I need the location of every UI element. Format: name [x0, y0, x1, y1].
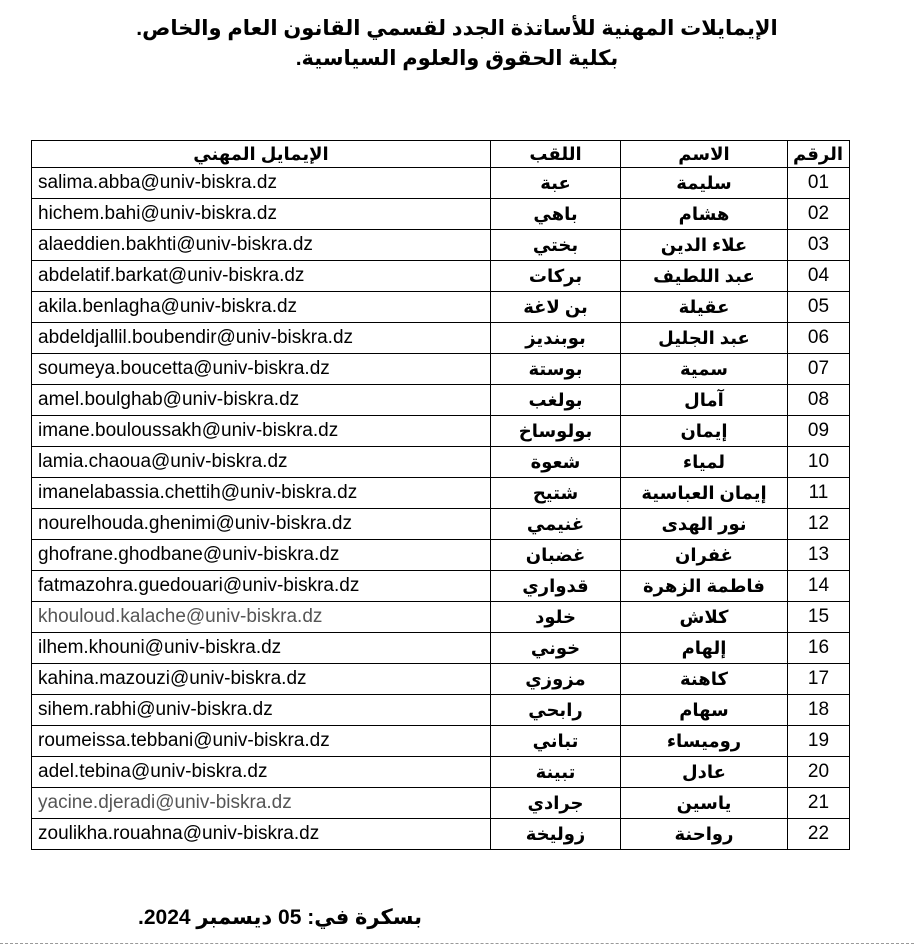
firstname-cell: لمياء	[621, 447, 788, 478]
table-row	[32, 416, 850, 447]
lastname-cell: عبة	[491, 168, 621, 199]
lastname-cell: شعوة	[491, 447, 621, 478]
number-cell: 13	[788, 540, 850, 571]
email-cell: amel.boulghab@univ-biskra.dz	[32, 385, 491, 416]
email-cell: soumeya.boucetta@univ-biskra.dz	[32, 354, 491, 385]
lastname-cell: مزوزي	[491, 664, 621, 695]
number-cell: 09	[788, 416, 850, 447]
lastname-cell: قدواري	[491, 571, 621, 602]
table-row	[32, 478, 850, 509]
table-row	[32, 354, 850, 385]
number-cell: 11	[788, 478, 850, 509]
table-row	[32, 509, 850, 540]
number-cell: 05	[788, 292, 850, 323]
number-cell: 04	[788, 261, 850, 292]
email-cell: khouloud.kalache@univ-biskra.dz	[32, 602, 491, 633]
email-cell: imane.bouloussakh@univ-biskra.dz	[32, 416, 491, 447]
table-row	[32, 323, 850, 354]
lastname-cell: بولوساخ	[491, 416, 621, 447]
firstname-cell: سمية	[621, 354, 788, 385]
table-row	[32, 819, 850, 850]
page-bottom-rule	[0, 943, 914, 945]
header-email: الإيمايل المهني	[32, 141, 491, 168]
staff-email-table	[31, 140, 850, 850]
number-cell: 03	[788, 230, 850, 261]
lastname-cell: خوني	[491, 633, 621, 664]
table-row	[32, 540, 850, 571]
table-row	[32, 695, 850, 726]
firstname-cell: إيمان العباسية	[621, 478, 788, 509]
table-row	[32, 230, 850, 261]
email-cell: ilhem.khouni@univ-biskra.dz	[32, 633, 491, 664]
email-cell: fatmazohra.guedouari@univ-biskra.dz	[32, 571, 491, 602]
email-cell: akila.benlagha@univ-biskra.dz	[32, 292, 491, 323]
table-row	[32, 726, 850, 757]
lastname-cell: رابحي	[491, 695, 621, 726]
document-title	[0, 14, 914, 74]
number-cell: 07	[788, 354, 850, 385]
number-cell: 20	[788, 757, 850, 788]
firstname-cell: ياسين	[621, 788, 788, 819]
table-row	[32, 385, 850, 416]
lastname-cell: جرادي	[491, 788, 621, 819]
lastname-cell: شتيح	[491, 478, 621, 509]
lastname-cell: بركات	[491, 261, 621, 292]
firstname-cell: كلاش	[621, 602, 788, 633]
number-cell: 08	[788, 385, 850, 416]
email-cell: sihem.rabhi@univ-biskra.dz	[32, 695, 491, 726]
table-row	[32, 757, 850, 788]
email-cell: nourelhouda.ghenimi@univ-biskra.dz	[32, 509, 491, 540]
lastname-cell: غضبان	[491, 540, 621, 571]
table-row	[32, 199, 850, 230]
firstname-cell: فاطمة الزهرة	[621, 571, 788, 602]
email-cell: salima.abba@univ-biskra.dz	[32, 168, 491, 199]
table-row	[32, 168, 850, 199]
firstname-cell: غفران	[621, 540, 788, 571]
email-cell: abdeldjallil.boubendir@univ-biskra.dz	[32, 323, 491, 354]
email-cell: adel.tebina@univ-biskra.dz	[32, 757, 491, 788]
firstname-cell: هشام	[621, 199, 788, 230]
table-row	[32, 571, 850, 602]
email-cell: kahina.mazouzi@univ-biskra.dz	[32, 664, 491, 695]
lastname-cell: تباني	[491, 726, 621, 757]
lastname-cell: بولغب	[491, 385, 621, 416]
number-cell: 14	[788, 571, 850, 602]
number-cell: 16	[788, 633, 850, 664]
lastname-cell: بختي	[491, 230, 621, 261]
email-cell: yacine.djeradi@univ-biskra.dz	[32, 788, 491, 819]
number-cell: 02	[788, 199, 850, 230]
lastname-cell: تبينة	[491, 757, 621, 788]
table-row	[32, 788, 850, 819]
table-row	[32, 602, 850, 633]
lastname-cell: بوستة	[491, 354, 621, 385]
firstname-cell: رواحنة	[621, 819, 788, 850]
email-cell: roumeissa.tebbani@univ-biskra.dz	[32, 726, 491, 757]
firstname-cell: علاء الدين	[621, 230, 788, 261]
email-cell: zoulikha.rouahna@univ-biskra.dz	[32, 819, 491, 850]
number-cell: 01	[788, 168, 850, 199]
number-cell: 15	[788, 602, 850, 633]
header-lastname: اللقب	[491, 141, 621, 168]
firstname-cell: نور الهدى	[621, 509, 788, 540]
header-firstname: الاسم	[621, 141, 788, 168]
firstname-cell: عادل	[621, 757, 788, 788]
lastname-cell: زوليخة	[491, 819, 621, 850]
title-line-2: بكلية الحقوق والعلوم السياسية.	[295, 47, 619, 70]
number-cell: 19	[788, 726, 850, 757]
table-row	[32, 664, 850, 695]
firstname-cell: عقيلة	[621, 292, 788, 323]
email-cell: alaeddien.bakhti@univ-biskra.dz	[32, 230, 491, 261]
title-line-1: الإيمايلات المهنية للأساتذة الجدد لقسمي القانون العام والخاص.	[136, 17, 778, 40]
firstname-cell: سهام	[621, 695, 788, 726]
firstname-cell: عبد اللطيف	[621, 261, 788, 292]
number-cell: 21	[788, 788, 850, 819]
firstname-cell: روميساء	[621, 726, 788, 757]
number-cell: 18	[788, 695, 850, 726]
firstname-cell: إيمان	[621, 416, 788, 447]
number-cell: 17	[788, 664, 850, 695]
table-header-row	[32, 141, 850, 168]
firstname-cell: آمال	[621, 385, 788, 416]
lastname-cell: باهي	[491, 199, 621, 230]
firstname-cell: سليمة	[621, 168, 788, 199]
number-cell: 10	[788, 447, 850, 478]
header-number: الرقم	[788, 141, 850, 168]
email-cell: ghofrane.ghodbane@univ-biskra.dz	[32, 540, 491, 571]
table-row	[32, 633, 850, 664]
firstname-cell: إلهام	[621, 633, 788, 664]
table-row	[32, 292, 850, 323]
firstname-cell: كاهنة	[621, 664, 788, 695]
lastname-cell: غنيمي	[491, 509, 621, 540]
date-footer: بسكرة في: 05 ديسمبر 2024.	[138, 906, 422, 929]
email-cell: hichem.bahi@univ-biskra.dz	[32, 199, 491, 230]
email-cell: lamia.chaoua@univ-biskra.dz	[32, 447, 491, 478]
number-cell: 22	[788, 819, 850, 850]
lastname-cell: بن لاغة	[491, 292, 621, 323]
email-cell: abdelatif.barkat@univ-biskra.dz	[32, 261, 491, 292]
table-row	[32, 261, 850, 292]
table-body	[32, 168, 850, 850]
firstname-cell: عبد الجليل	[621, 323, 788, 354]
table-row	[32, 447, 850, 478]
number-cell: 06	[788, 323, 850, 354]
number-cell: 12	[788, 509, 850, 540]
email-cell: imanelabassia.chettih@univ-biskra.dz	[32, 478, 491, 509]
lastname-cell: بوبنديز	[491, 323, 621, 354]
lastname-cell: خلود	[491, 602, 621, 633]
